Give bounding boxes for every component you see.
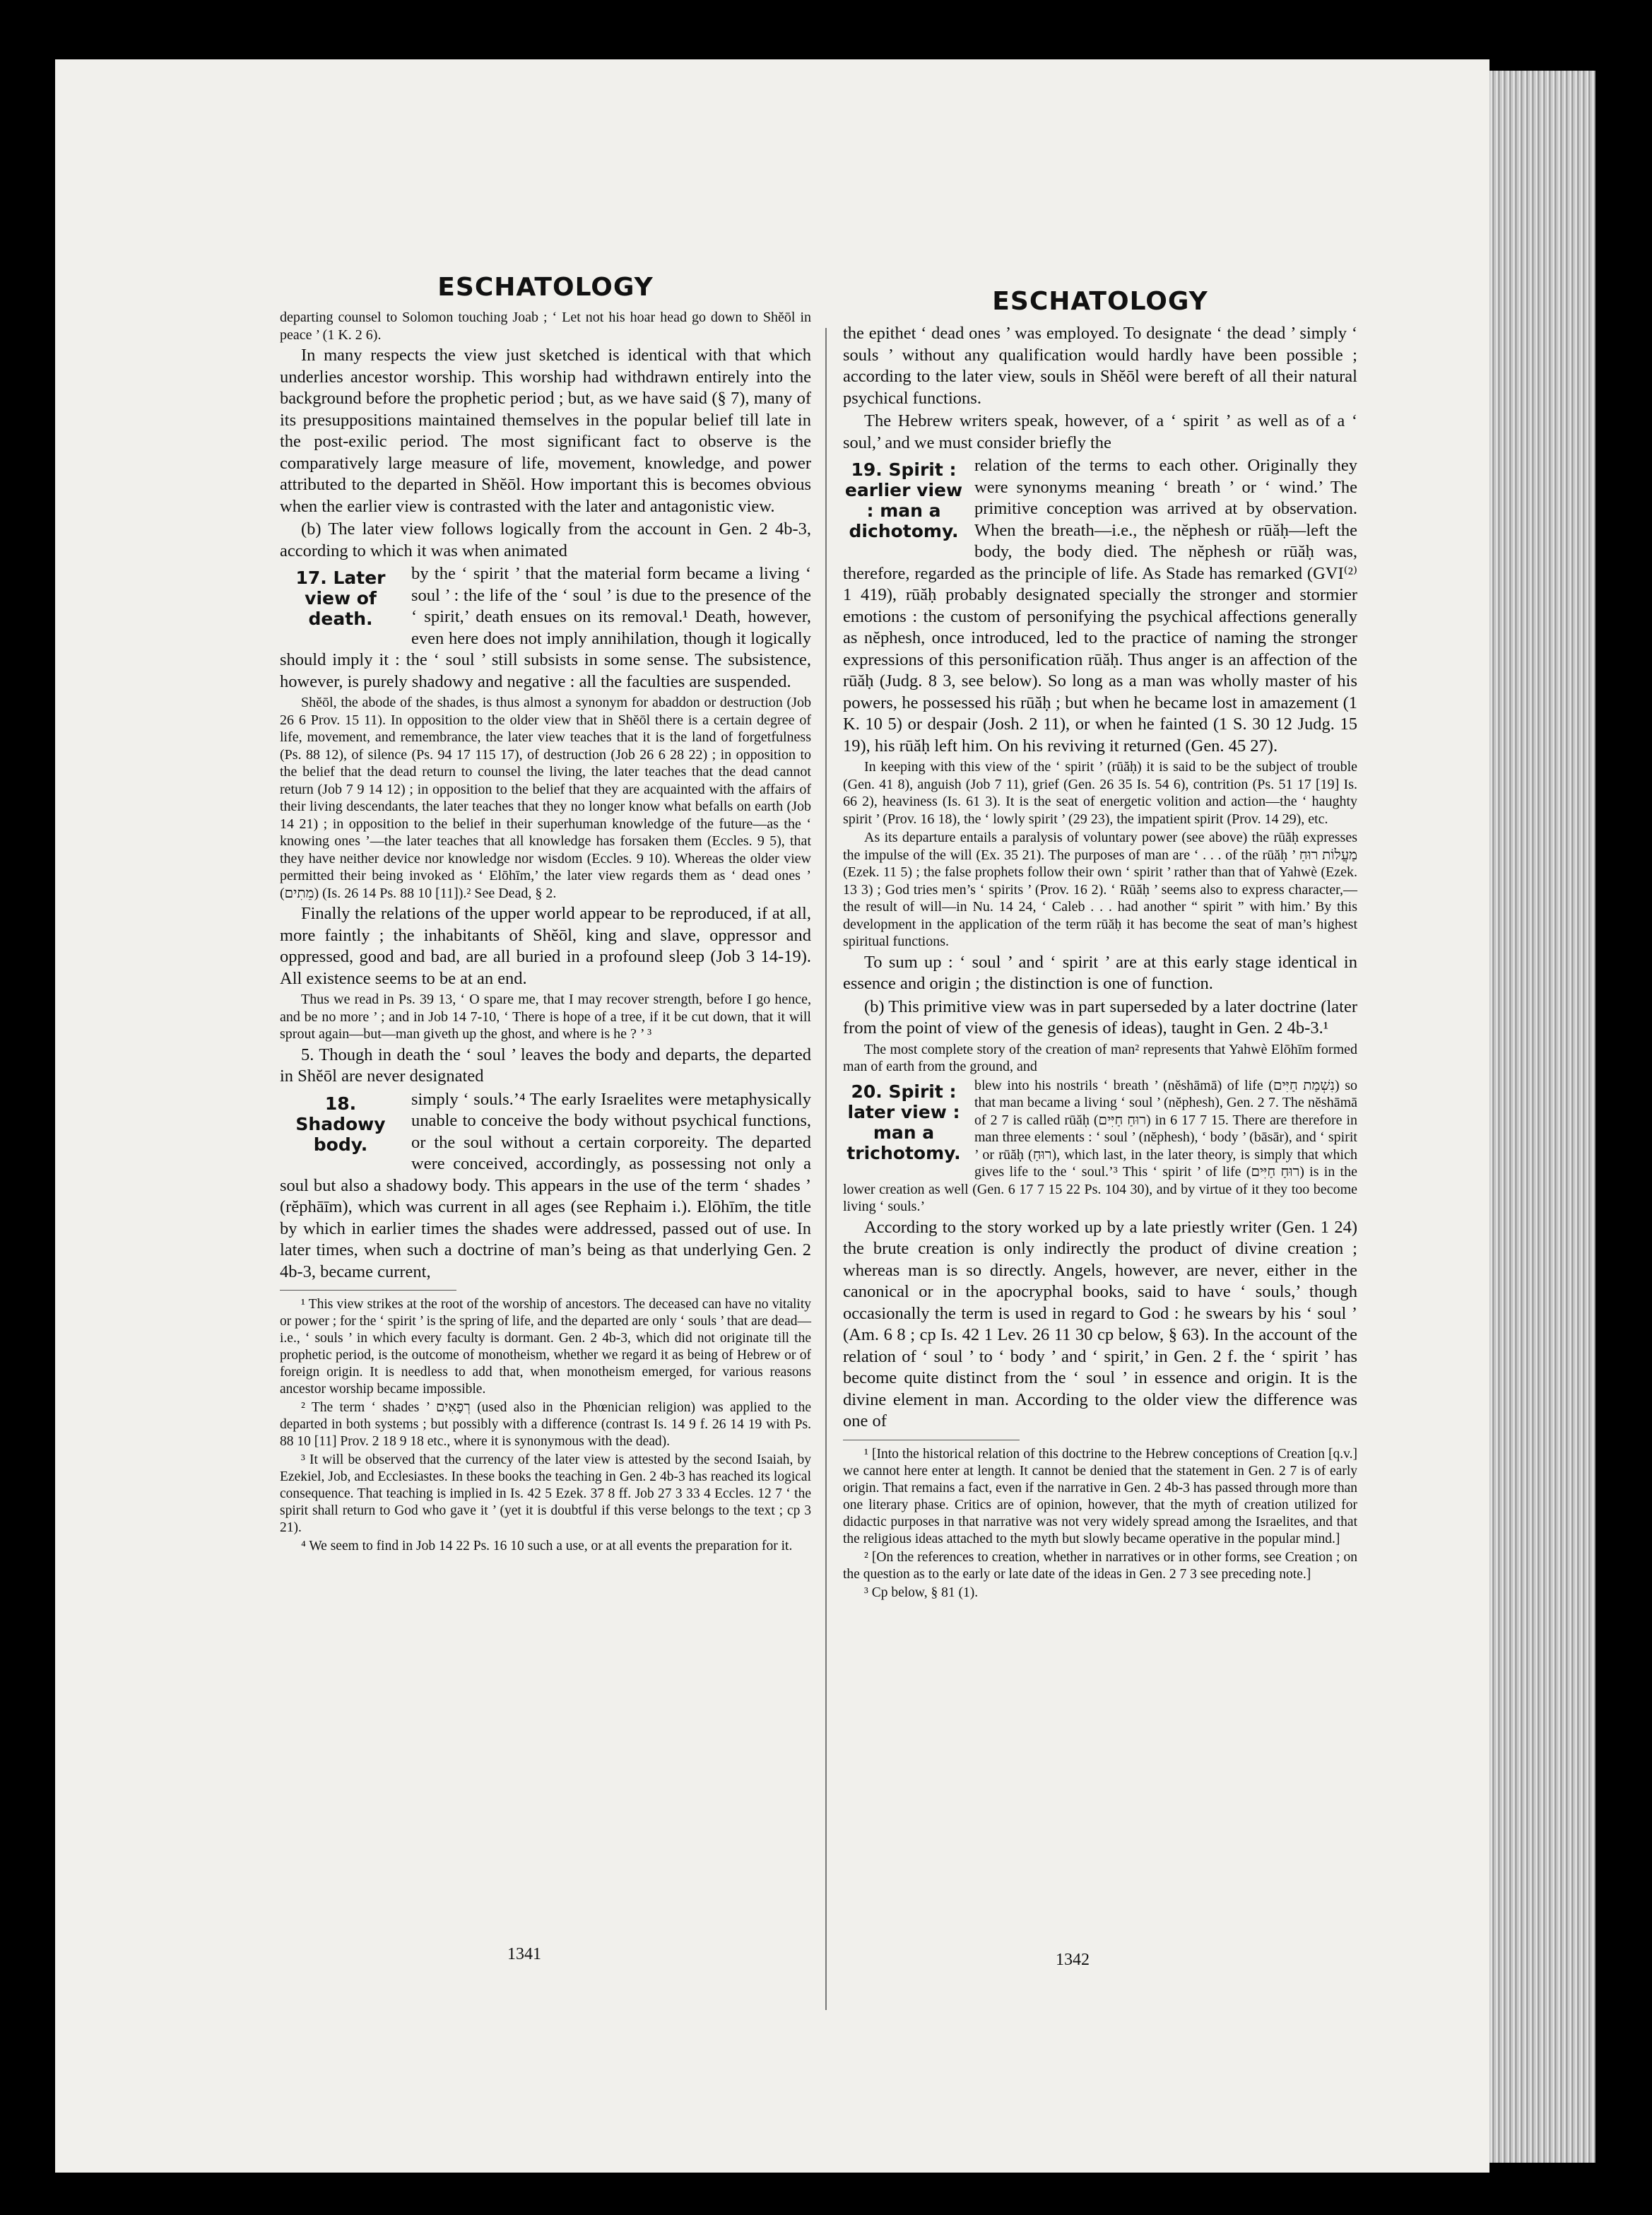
small-paragraph-20: blew into his nostrils ‘ breath ’ (nĕshāmā) of life (נִשְׁמַת חַיִּים) so that man became a living ‘ soul ’ (nĕphesh), Gen. 2 7. The nĕshāmā of 2 7 is called rūăḥ (רוּחַ חַיִּים) in 6 17 7 15. There are therefore in man three elements : ‘ soul ’ (nĕphesh), ‘ body ’ (bāsār), and ‘ spirit ’ or rūăḥ (רוּחַ), which last, in the later theory, is simply that which gives life to the ‘ soul.’³ This ‘ spirit ’ of life (רוּחַ חַיִּים) is in the lower creation as well (Gen. 6 17 7 15 22 Ps. 104 30), and by virtue of it they too become living ‘ souls.’	[843, 1077, 1358, 1214]
left-column	[280, 59, 811, 1556]
paragraph: In many respects the view just sketched is identical with that which underlies ancestor worship. This worship had withdrawn entirely into the background before the prophetic period ; but, as we have said (§ 7), many of its presuppositions maintained themselves in the popular belief till late in the post-exilic period. The most significant fact to observe is the comparatively large measure of life, movement, knowledge, and power attributed to the departed in Shĕōl. How important this is becomes obvious when the earlier view is contrasted with the later and antagonistic view.	[280, 346, 811, 516]
page-number-left: 1341	[507, 1945, 541, 1963]
footnote: ¹ [Into the historical relation of this doctrine to the Hebrew conceptions of Creation [q.v.] we cannot here enter at length. It cannot be denied that the statement in Gen. 2 7 is of early origin. That remains a fact, even if the narrative in Gen. 2 4b-3 has passed through more than one literary phase. Critics are of opinion, however, that the myth of creation utilized for didactic purposes in that narrative was not very widely spread among the Israelites, and that the religious ideas attached to the myth but slowly became operative in the popular mind.]	[843, 1446, 1357, 1546]
paragraph: the epithet ‘ dead ones ’ was employed. To designate ‘ the dead ’ simply ‘ souls ’ without any qualification would hardly have been possible ; according to the later view, souls in Shĕōl were bereft of all their natural psychical functions.	[843, 324, 1357, 408]
footnote: ² The term ‘ shades ’ רְפָאִים (used also in the Phœnician religion) was applied to the departed in both systems ; but possibly with a difference (contrast Is. 14 9 f. 26 14 19 with Ps. 88 10 [11] Prov. 2 18 9 18 etc., where it is synonymous with the dead).	[280, 1400, 811, 1449]
small-paragraph: The most complete story of the creation of man² represents that Yahwè Elōhīm formed man of earth from the ground, and	[843, 1041, 1357, 1074]
sidenote-17: 17. Later view of death.	[295, 568, 386, 629]
right-column	[843, 59, 1357, 1603]
running-header-right: ESCHATOLOGY	[992, 287, 1208, 316]
paragraph: According to the story worked up by a late priestly writer (Gen. 1 24) the brute creation is only indirectly the product of divine creation ; whereas man is so directly. Angels, however, are never, either in the canonical or in the apocryphal books, said to have ‘ souls,’ though occasionally the term is used in regard to God : he swears by his ‘ soul ’ (Am. 6 8 ; cp Is. 42 1 Lev. 26 11 30 cp below, § 63). In the account of the relation of ‘ soul ’ to ‘ body ’ and ‘ spirit,’ in Gen. 2 f. the ‘ spirit ’ has become quite distinct from the ‘ soul ’ in essence and origin. It is the divine element in man. According to the older view the difference was one of	[843, 1217, 1357, 1430]
book-fore-edge	[1489, 71, 1595, 2163]
paragraph: 5. Though in death the ‘ soul ’ leaves the body and departs, the departed in Shĕōl are never designated	[280, 1045, 811, 1086]
sidenote-19: 19. Spirit : earlier view : man a dichotomy.	[844, 459, 963, 541]
sidenote-18: 18. Shadowy body.	[295, 1093, 386, 1155]
footnote: ³ It will be observed that the currency of the later view is attested by the second Isaiah, by Ezekiel, Job, and Ecclesiastes. In these books the teaching in Gen. 2 4b-3 has reached its logical consequence. That teaching is implied in Is. 42 5 Ezek. 37 8 ff. Job 27 3 33 4 Eccles. 12 7 ‘ the spirit shall return to God who gave it ’ (yet it is doubtful if this verse belongs to the text ; cp 3 21).	[280, 1452, 811, 1535]
footnote: ⁴ We seem to find in Job 14 22 Ps. 16 10 such a use, or at all events the preparation for it.	[301, 1539, 793, 1553]
paragraph: (b) The later view follows logically from the account in Gen. 2 4b-3, according to which it was when animated	[280, 519, 811, 560]
left-column-text	[280, 309, 811, 1555]
small-paragraph: Shĕōl, the abode of the shades, is thus almost a synonym for abaddon or destruction (Job 26 6 Prov. 15 11). In opposition to the older view that in Shĕōl there is a certain degree of life, movement, and remembrance, the later view teaches that it is the land of forgetfulness (Ps. 88 12), of silence (Ps. 94 17 115 17), of destruction (Job 26 6 28 22) ; in opposition to the belief that the dead return to counsel the living, the later teaches that the dead cannot return (Job 7 9 14 12) ; in opposition to the belief that they are acquainted with the affairs of their living descendants, the later teaches that they no longer know what befalls on earth (Job 14 21) ; in opposition to the belief in their superhuman knowledge of the future—as the ‘ knowing ones ’—the later teaches that all knowledge has forsaken them (Eccles. 9 5), that they have neither device nor knowledge nor wisdom (Eccles. 9 10). Whereas the older view permitted their being invoked as ‘ Elōhīm,’ the later view regards them as ‘ dead ones ’ (מֵתִים) (Is. 26 14 Ps. 88 10 [11]).² See Dead, § 2.	[280, 695, 811, 901]
page-number-right: 1342	[1056, 1951, 1090, 1969]
paragraph-17: by the ‘ spirit ’ that the material form became a living ‘ soul ’ : the life of the ‘ soul ’ is due to the presence of the ‘ spirit,’ death ensues on its removal.¹ Death, however, even here does not imply annihilation, though it logically should imply it : the ‘ soul ’ still subsists in some sense. The subsistence, however, is purely shadowy and negative : all the faculties are suspended.	[280, 564, 811, 691]
paragraph: departing counsel to Solomon touching Joab ; ‘ Let not his hoar head go down to Shĕōl in peace ’ (1 K. 2 6).	[280, 310, 811, 343]
sidenote-20: 20. Spirit : later view : man a trichotomy.	[846, 1081, 961, 1163]
footnote: ² [On the references to creation, whether in narratives or in other forms, see Creation ; on the question as to the early or late date of the ideas in Gen. 2 7 3 see preceding note.]	[843, 1549, 1357, 1582]
paragraph-18: simply ‘ souls.’⁴ The early Israelites were metaphysically unable to conceive the body without psychical functions, or the soul without a certain corporeity. The departed were conceived, accordingly, as possessing not only a soul but also a shadowy body. This appears in the use of the term ‘ shades ’ (rĕphāīm), which was current in all ages (see Rephaim i.). Elōhīm, the title by which in earlier times the shades were addressed, passed out of use. In later times, when such a doctrine of man’s being as that underlying Gen. 2 4b-3, became current,	[280, 1089, 811, 1281]
footnote: ³ Cp below, § 81 (1).	[864, 1585, 979, 1600]
small-paragraph: Thus we read in Ps. 39 13, ‘ O spare me, that I may recover strength, before I go hence, and be no more ’ ; and in Job 14 7-10, ‘ There is hope of a tree, if it be cut down, that it will sprout again—but—man giveth up the ghost, and where is he ? ’ ³	[280, 992, 811, 1042]
footnote-divider	[280, 1290, 456, 1291]
paragraph: To sum up : ‘ soul ’ and ‘ spirit ’ are at this early stage identical in essence and origin ; the distinction is one of function.	[843, 952, 1357, 993]
book-page-spread	[55, 59, 1489, 2173]
small-paragraph: As its departure entails a paralysis of voluntary power (see above) the rūăḥ expresses the impulse of the will (Ex. 35 21). The purposes of man are ‘ . . . of the rūăḥ ’ מַעֲלוֹת רוּחַ (Ezek. 11 5) ; the false prophets follow their own ‘ spirit ’ rather than that of Yahwè (Ezek. 13 3) ; God tries men’s ‘ spirits ’ (Prov. 16 2). ‘ Rūăḥ ’ seems also to express character,—the result of will—in Nu. 14 24, ‘ Caleb . . . had another “ spirit ” with him.’ By this development in the application of the term rūăḥ it has become the seat of man’s highest spiritual functions.	[843, 830, 1357, 949]
column-divider	[825, 328, 827, 2010]
right-column-text	[843, 323, 1357, 1602]
paragraph: Finally the relations of the upper world appear to be reproduced, if at all, more faintly ; the inhabitants of Shĕōl, king and slave, oppressor and oppressed, good and bad, are all buried in a profound sleep (Job 3 14-19). All existence seems to be at an end.	[280, 904, 811, 988]
small-paragraph: In keeping with this view of the ‘ spirit ’ (rūăḥ) it is said to be the subject of trouble (Gen. 41 8), anguish (Job 7 11), grief (Gen. 26 35 Is. 54 6), contrition (Ps. 51 17 [19] Is. 66 2), heaviness (Is. 61 3). It is the seat of energetic volition and action—the ‘ haughty spirit ’ (Prov. 16 18), the ‘ lowly spirit ’ (29 23), the impatient spirit (Prov. 14 29), etc.	[843, 759, 1357, 827]
footnote: ¹ This view strikes at the root of the worship of ancestors. The deceased can have no vitality or power ; for the ‘ spirit ’ is the spring of life, and the departed are only ‘ souls ’ that are dead—i.e., ‘ souls ’ in which every faculty is dormant. Gen. 2 4b-3, which did not originate till the prophetic period, is the outcome of monotheism, whether we regard it as being of Hebrew or of foreign origin. It is needless to add that, when monotheism emerged, for various reasons ancestor worship became impossible.	[280, 1297, 811, 1397]
paragraph-19: relation of the terms to each other. Originally they were synonyms meaning ‘ breath ’ or ‘ wind.’ The primitive conception was arrived at by observation. When the breath—i.e., the nĕphesh or rūăḥ—left the body, the body died. The nĕphesh or rūăḥ was, therefore, regarded as the principle of life. As Stade has remarked (GVI⁽²⁾ 1 419), rūăḥ probably designated specially the stronger and stormier emotions : the custom of personifying the psychical affections generally as nĕphesh, once introduced, led to the practice of naming the stronger expressions of this personification rūăḥ. Thus anger is an affection of the rūăḥ (Judg. 8 3, see below). So long as a man was wholly master of his powers, he possessed his rūăḥ ; but when he became lost in amazement (1 K. 10 5) or despair (Josh. 2 11), or when he fainted (1 S. 30 12 Judg. 15 19), his rūăḥ left him. On his reviving it returned (Gen. 45 27).	[843, 456, 1357, 756]
paragraph: The Hebrew writers speak, however, of a ‘ spirit ’ as well as of a ‘ soul,’ and we must consider briefly the	[843, 411, 1357, 452]
running-header-left: ESCHATOLOGY	[437, 273, 654, 302]
paragraph: (b) This primitive view was in part superseded by a later doctrine (later from the point of view of the genesis of ideas), taught in Gen. 2 4b-3.¹	[843, 997, 1357, 1038]
